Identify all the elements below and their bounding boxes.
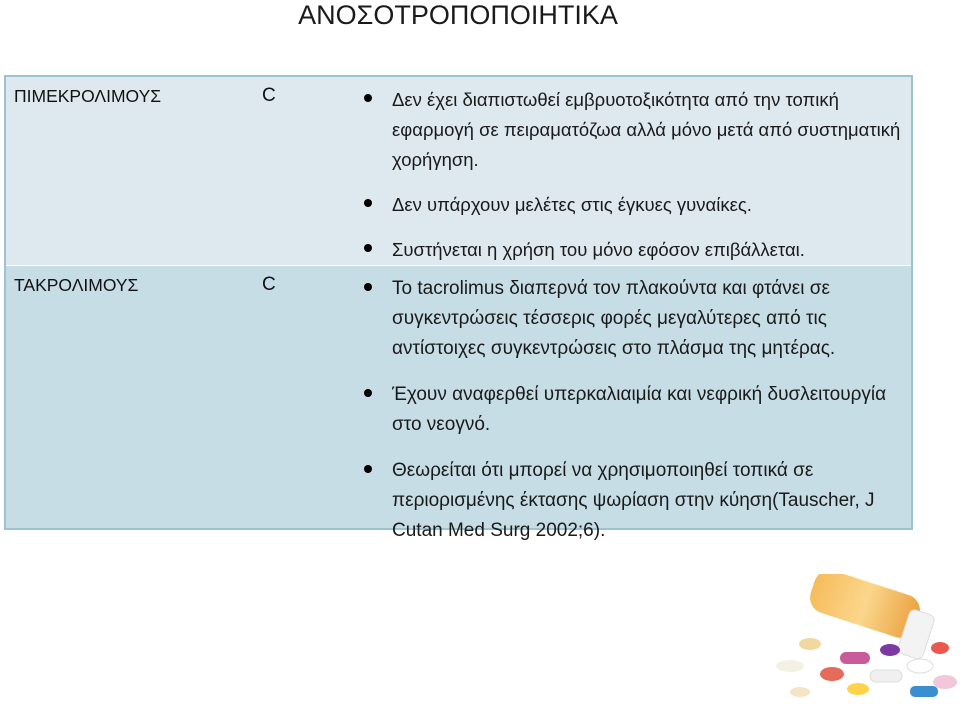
drug-table — [4, 75, 913, 541]
note-item — [345, 235, 911, 265]
note-text: Το tacrolimus διαπερνά τον πλακούντα και φτάνει σε συγκεντρώσεις τέσσερις φορές μεγαλύτερες από τις αντίστοιχες συγκεντρώσεις στο πλάσμα της μητέρας. — [392, 278, 836, 359]
note-item — [345, 190, 911, 220]
note-item — [345, 456, 911, 546]
note-item — [345, 274, 911, 364]
note-item — [345, 380, 911, 440]
bullet-icon — [364, 283, 372, 291]
note-text: Θεωρείται ότι μπορεί να χρησιμοποιηθεί τοπικά σε περιορισμένης έκτασης ψωρίαση στην κύηση(Tauscher, J Cutan Med Surg 2002;6). — [392, 460, 875, 541]
notes-list — [345, 274, 911, 546]
bullet-icon — [364, 389, 372, 397]
bullet-icon — [364, 244, 372, 252]
bullet-icon — [364, 94, 372, 102]
pregnancy-category: C — [262, 274, 276, 295]
pill-bottle-icon — [806, 574, 936, 660]
notes-cell — [345, 77, 911, 265]
note-item — [345, 85, 911, 175]
pills-illustration — [770, 574, 960, 704]
notes-list — [345, 85, 911, 265]
note-text: Συστήνεται η χρήση του μόνο εφόσον επιβάλλεται. — [392, 239, 805, 260]
pregnancy-category: C — [262, 85, 276, 106]
drug-name: ΤΑΚΡΟΛΙΜΟΥΣ — [14, 275, 139, 295]
bullet-icon — [364, 199, 372, 207]
notes-cell — [345, 266, 911, 541]
slide-title: ΑΝΟΣΟΤΡΟΠΟΠΟΙΗΤΙΚΑ — [298, 0, 618, 30]
table-row-tacrolimus — [6, 265, 911, 541]
table-row-pimecrolimus — [6, 77, 911, 265]
pills-icon — [776, 638, 957, 697]
note-text: Έχουν αναφερθεί υπερκαλιαιμία και νεφρική δυσλειτουργία στο νεογνό. — [392, 384, 887, 435]
note-text: Δεν υπάρχουν μελέτες στις έγκυες γυναίκες. — [392, 194, 752, 215]
bullet-icon — [364, 465, 372, 473]
note-text: Δεν έχει διαπιστωθεί εμβρυοτοξικότητα από την τοπική εφαρμογή σε πειραματόζωα αλλά μόνο μετά από συστηματική χορήγηση. — [392, 89, 901, 170]
drug-name: ΠΙΜΕΚΡΟΛΙΜΟΥΣ — [14, 86, 162, 106]
